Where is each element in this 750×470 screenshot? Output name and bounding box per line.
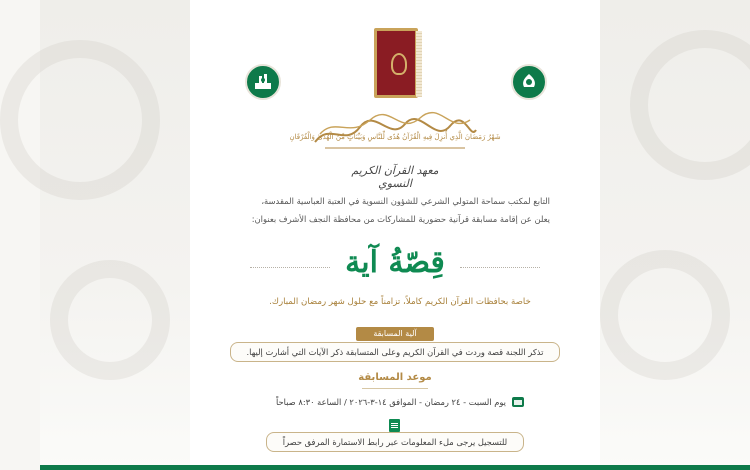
schedule-row: [268, 395, 524, 409]
divider-right: [460, 267, 540, 268]
calendar-icon: [512, 397, 524, 407]
special-note: خاصة بحافظات القرآن الكريم كاملاً، تزامناً مع حلول شهر رمضان المبارك.: [269, 297, 531, 307]
competition-title: قِصّةُ آية: [345, 245, 445, 280]
right-ornament-pattern: [600, 0, 750, 470]
intro-line-2: يعلن عن إقامة مسابقة قرآنية حضورية للمشاركات من محافظة النجف الأشرف بعنوان:: [251, 214, 550, 224]
abbas-shrine-logo-icon: [245, 64, 281, 100]
divider-left: [250, 267, 330, 268]
mechanism-label: آلية المسابقة: [356, 327, 434, 341]
quran-book-image: [366, 22, 424, 102]
svg-text:شَهْرُ رَمَضَانَ الَّذِي أُنزِ: شَهْرُ رَمَضَانَ الَّذِي أُنزِلَ فِيهِ الْقُرْآنُ هُدًى لِّلنَّاسِ وَبَيِّنَاتٍ مِّنَ الْهُدَىٰ وَالْفُرْقَانِ: [289, 133, 501, 141]
schedule-text: يوم السبت - ٢٤ رمضان - الموافق ١٤-٣-٢٠٢٦ / الساعة ٨:٣٠ صباحاً: [275, 397, 506, 407]
mechanism-text: تذكر اللجنة قصة وردت في القرآن الكريم وعلى المتسابقة ذكر الآيات التي أشارت إليها.: [230, 342, 560, 362]
verse-calligraphy: [289, 112, 501, 152]
women-affairs-logo-icon: [511, 64, 547, 100]
bottom-accent-bar: [40, 465, 750, 470]
schedule-heading: موعد المسابقة: [358, 372, 432, 383]
left-ornament-pattern: [40, 0, 190, 470]
schedule-underline: [362, 388, 428, 389]
form-document-icon: [389, 419, 400, 432]
poster-canvas: [40, 0, 750, 470]
registration-link-box[interactable]: للتسجيل يرجى ملء المعلومات عبر رابط الاستمارة المرفق حصراً: [266, 432, 524, 452]
intro-line-1: التابع لمكتب سماحة المتولي الشرعي للشؤون النسوية في العتبة العباسية المقدسة،: [261, 196, 550, 206]
institute-name: معهد القرآن الكريم النسوي: [351, 164, 439, 190]
